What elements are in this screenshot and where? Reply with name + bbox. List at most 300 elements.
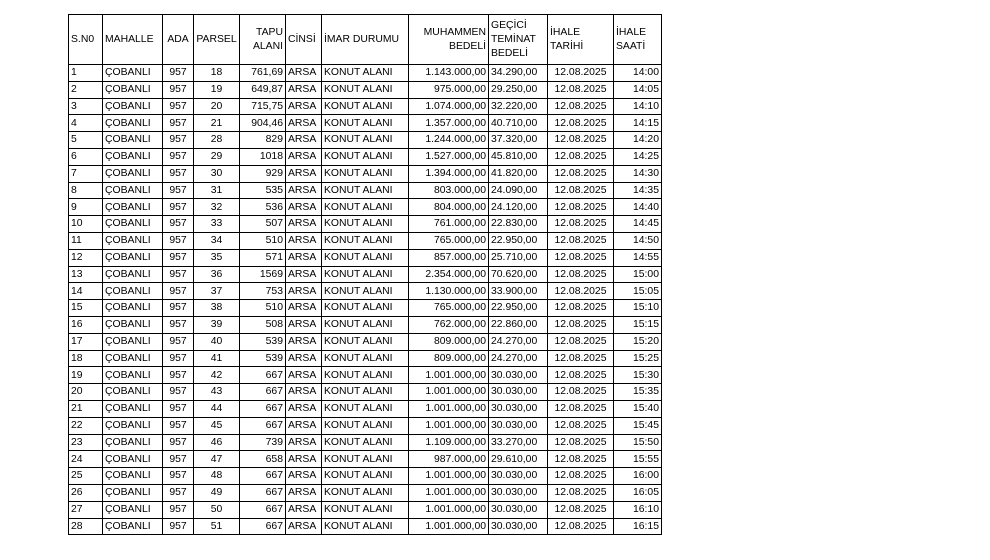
ihale-tarihi-cell: 12.08.2025: [548, 417, 614, 434]
ihale-saati-cell: 14:15: [614, 115, 662, 132]
tapu-alani-cell: 571: [240, 249, 286, 266]
ihale-saati-cell: 14:40: [614, 199, 662, 216]
mahalle-cell: ÇOBANLI: [103, 199, 163, 216]
gecici-teminat-cell: 30.030,00: [489, 501, 548, 518]
imar-durumu-cell: KONUT ALANI: [322, 384, 409, 401]
ada-cell: 957: [163, 199, 194, 216]
gecici-teminat-cell: 45.810,00: [489, 148, 548, 165]
ihale-saati-cell: 15:50: [614, 434, 662, 451]
muhammen-bedeli-cell: 761.000,00: [409, 216, 489, 233]
ihale-tarihi-cell: 12.08.2025: [548, 81, 614, 98]
cinsi-cell: ARSA: [286, 98, 322, 115]
table-row: [69, 232, 662, 249]
gecici-teminat-cell: 41.820,00: [489, 165, 548, 182]
sno-cell: 24: [69, 451, 103, 468]
header-gecici-line-2: TEMİNAT: [491, 33, 536, 45]
cinsi-cell: ARSA: [286, 232, 322, 249]
table-row: [69, 417, 662, 434]
imar-durumu-cell: KONUT ALANI: [322, 148, 409, 165]
sno-cell: 19: [69, 367, 103, 384]
imar-durumu-cell: KONUT ALANI: [322, 165, 409, 182]
ihale-saati-cell: 15:25: [614, 350, 662, 367]
parsel-cell: 36: [194, 266, 240, 283]
header-row: [69, 15, 662, 65]
gecici-teminat-cell: 24.120,00: [489, 199, 548, 216]
sno-cell: 14: [69, 283, 103, 300]
ada-cell: 957: [163, 451, 194, 468]
ihale-tarihi-cell: 12.08.2025: [548, 132, 614, 149]
imar-durumu-cell: KONUT ALANI: [322, 232, 409, 249]
mahalle-cell: ÇOBANLI: [103, 367, 163, 384]
header-tapu-line-1: TAPU: [256, 26, 283, 38]
header-muhammen-line-2: BEDELİ: [449, 40, 486, 52]
cinsi-cell: ARSA: [286, 434, 322, 451]
table-row: [69, 367, 662, 384]
parsel-cell: 47: [194, 451, 240, 468]
tapu-alani-cell: 667: [240, 367, 286, 384]
parsel-cell: 35: [194, 249, 240, 266]
ada-cell: 957: [163, 98, 194, 115]
mahalle-cell: ÇOBANLI: [103, 249, 163, 266]
table-row: [69, 468, 662, 485]
ada-cell: 957: [163, 148, 194, 165]
sno-cell: 28: [69, 518, 103, 535]
ihale-tarihi-cell: 12.08.2025: [548, 384, 614, 401]
tapu-alani-cell: 667: [240, 384, 286, 401]
tapu-alani-cell: 510: [240, 232, 286, 249]
gecici-teminat-cell: 33.900,00: [489, 283, 548, 300]
ihale-tarihi-cell: 12.08.2025: [548, 249, 614, 266]
ada-cell: 957: [163, 350, 194, 367]
parsel-cell: 29: [194, 148, 240, 165]
muhammen-bedeli-cell: 2.354.000,00: [409, 266, 489, 283]
tapu-alani-cell: 667: [240, 400, 286, 417]
imar-durumu-cell: KONUT ALANI: [322, 182, 409, 199]
mahalle-cell: ÇOBANLI: [103, 300, 163, 317]
tapu-alani-cell: 539: [240, 333, 286, 350]
parsel-cell: 33: [194, 216, 240, 233]
cinsi-cell: ARSA: [286, 484, 322, 501]
cinsi-cell: ARSA: [286, 316, 322, 333]
gecici-teminat-cell: 24.270,00: [489, 350, 548, 367]
cinsi-cell: ARSA: [286, 216, 322, 233]
cinsi-cell: ARSA: [286, 300, 322, 317]
ada-cell: 957: [163, 249, 194, 266]
header-mahalle: MAHALLE: [103, 15, 163, 65]
header-tarih-line-2: TARİHİ: [550, 40, 584, 52]
mahalle-cell: ÇOBANLI: [103, 417, 163, 434]
ihale-tarihi-cell: 12.08.2025: [548, 266, 614, 283]
cinsi-cell: ARSA: [286, 199, 322, 216]
muhammen-bedeli-cell: 1.001.000,00: [409, 518, 489, 535]
mahalle-cell: ÇOBANLI: [103, 468, 163, 485]
mahalle-cell: ÇOBANLI: [103, 216, 163, 233]
mahalle-cell: ÇOBANLI: [103, 165, 163, 182]
gecici-teminat-cell: 24.090,00: [489, 182, 548, 199]
sno-cell: 5: [69, 132, 103, 149]
tapu-alani-cell: 1018: [240, 148, 286, 165]
header-ihale-saati: [614, 15, 662, 65]
muhammen-bedeli-cell: 1.130.000,00: [409, 283, 489, 300]
mahalle-cell: ÇOBANLI: [103, 81, 163, 98]
ihale-tarihi-cell: 12.08.2025: [548, 468, 614, 485]
ada-cell: 957: [163, 484, 194, 501]
table-row: [69, 199, 662, 216]
header-parsel: PARSEL: [194, 15, 240, 65]
mahalle-cell: ÇOBANLI: [103, 148, 163, 165]
sno-cell: 15: [69, 300, 103, 317]
header-ihale-tarihi: [548, 15, 614, 65]
cinsi-cell: ARSA: [286, 384, 322, 401]
ihale-saati-cell: 14:55: [614, 249, 662, 266]
ada-cell: 957: [163, 81, 194, 98]
cinsi-cell: ARSA: [286, 249, 322, 266]
muhammen-bedeli-cell: 1.394.000,00: [409, 165, 489, 182]
imar-durumu-cell: KONUT ALANI: [322, 300, 409, 317]
ihale-saati-cell: 14:00: [614, 65, 662, 82]
imar-durumu-cell: KONUT ALANI: [322, 216, 409, 233]
muhammen-bedeli-cell: 803.000,00: [409, 182, 489, 199]
imar-durumu-cell: KONUT ALANI: [322, 266, 409, 283]
ihale-saati-cell: 16:00: [614, 468, 662, 485]
sno-cell: 4: [69, 115, 103, 132]
cinsi-cell: ARSA: [286, 182, 322, 199]
ihale-tarihi-cell: 12.08.2025: [548, 367, 614, 384]
table-row: [69, 182, 662, 199]
mahalle-cell: ÇOBANLI: [103, 132, 163, 149]
table-row: [69, 65, 662, 82]
parsel-cell: 45: [194, 417, 240, 434]
mahalle-cell: ÇOBANLI: [103, 350, 163, 367]
ada-cell: 957: [163, 266, 194, 283]
gecici-teminat-cell: 30.030,00: [489, 518, 548, 535]
ada-cell: 957: [163, 65, 194, 82]
ada-cell: 957: [163, 501, 194, 518]
tapu-alani-cell: 508: [240, 316, 286, 333]
gecici-teminat-cell: 24.270,00: [489, 333, 548, 350]
gecici-teminat-cell: 29.610,00: [489, 451, 548, 468]
tapu-alani-cell: 658: [240, 451, 286, 468]
ada-cell: 957: [163, 165, 194, 182]
ihale-saati-cell: 14:30: [614, 165, 662, 182]
header-gecici-line-1: GEÇİCİ: [491, 19, 527, 31]
imar-durumu-cell: KONUT ALANI: [322, 249, 409, 266]
cinsi-cell: ARSA: [286, 333, 322, 350]
gecici-teminat-cell: 70.620,00: [489, 266, 548, 283]
mahalle-cell: ÇOBANLI: [103, 451, 163, 468]
ihale-saati-cell: 16:10: [614, 501, 662, 518]
ihale-tarihi-cell: 12.08.2025: [548, 65, 614, 82]
ihale-saati-cell: 15:40: [614, 400, 662, 417]
gecici-teminat-cell: 30.030,00: [489, 367, 548, 384]
ihale-saati-cell: 15:30: [614, 367, 662, 384]
sno-cell: 2: [69, 81, 103, 98]
table-row: [69, 216, 662, 233]
sno-cell: 12: [69, 249, 103, 266]
tapu-alani-cell: 739: [240, 434, 286, 451]
cinsi-cell: ARSA: [286, 417, 322, 434]
parsel-cell: 46: [194, 434, 240, 451]
tapu-alani-cell: 667: [240, 468, 286, 485]
ihale-tarihi-cell: 12.08.2025: [548, 501, 614, 518]
header-imar-durumu: İMAR DURUMU: [322, 15, 409, 65]
ihale-tarihi-cell: 12.08.2025: [548, 199, 614, 216]
ihale-saati-cell: 15:20: [614, 333, 662, 350]
header-gecici-line-3: BEDELİ: [491, 47, 528, 59]
table-row: [69, 300, 662, 317]
mahalle-cell: ÇOBANLI: [103, 65, 163, 82]
imar-durumu-cell: KONUT ALANI: [322, 501, 409, 518]
table-row: [69, 434, 662, 451]
parsel-cell: 30: [194, 165, 240, 182]
imar-durumu-cell: KONUT ALANI: [322, 199, 409, 216]
sno-cell: 16: [69, 316, 103, 333]
imar-durumu-cell: KONUT ALANI: [322, 518, 409, 535]
ihale-saati-cell: 14:25: [614, 148, 662, 165]
parsel-cell: 51: [194, 518, 240, 535]
parsel-cell: 20: [194, 98, 240, 115]
cinsi-cell: ARSA: [286, 518, 322, 535]
cinsi-cell: ARSA: [286, 400, 322, 417]
cinsi-cell: ARSA: [286, 65, 322, 82]
parsel-cell: 40: [194, 333, 240, 350]
tapu-alani-cell: 829: [240, 132, 286, 149]
header-ada: ADA: [163, 15, 194, 65]
cinsi-cell: ARSA: [286, 81, 322, 98]
parsel-cell: 19: [194, 81, 240, 98]
ada-cell: 957: [163, 232, 194, 249]
ihale-tarihi-cell: 12.08.2025: [548, 316, 614, 333]
ihale-saati-cell: 15:55: [614, 451, 662, 468]
muhammen-bedeli-cell: 1.001.000,00: [409, 384, 489, 401]
mahalle-cell: ÇOBANLI: [103, 518, 163, 535]
gecici-teminat-cell: 33.270,00: [489, 434, 548, 451]
gecici-teminat-cell: 29.250,00: [489, 81, 548, 98]
sno-cell: 17: [69, 333, 103, 350]
imar-durumu-cell: KONUT ALANI: [322, 350, 409, 367]
parsel-cell: 21: [194, 115, 240, 132]
ihale-saati-cell: 14:50: [614, 232, 662, 249]
ihale-tarihi-cell: 12.08.2025: [548, 182, 614, 199]
mahalle-cell: ÇOBANLI: [103, 98, 163, 115]
muhammen-bedeli-cell: 1.357.000,00: [409, 115, 489, 132]
ada-cell: 957: [163, 132, 194, 149]
gecici-teminat-cell: 22.830,00: [489, 216, 548, 233]
ihale-tarihi-cell: 12.08.2025: [548, 400, 614, 417]
ada-cell: 957: [163, 367, 194, 384]
tapu-alani-cell: 1569: [240, 266, 286, 283]
sno-cell: 18: [69, 350, 103, 367]
sno-cell: 3: [69, 98, 103, 115]
gecici-teminat-cell: 34.290,00: [489, 65, 548, 82]
cinsi-cell: ARSA: [286, 350, 322, 367]
muhammen-bedeli-cell: 809.000,00: [409, 333, 489, 350]
sno-cell: 27: [69, 501, 103, 518]
ada-cell: 957: [163, 115, 194, 132]
sno-cell: 21: [69, 400, 103, 417]
muhammen-bedeli-cell: 1.001.000,00: [409, 400, 489, 417]
table-row: [69, 148, 662, 165]
table-row: [69, 81, 662, 98]
imar-durumu-cell: KONUT ALANI: [322, 81, 409, 98]
imar-durumu-cell: KONUT ALANI: [322, 132, 409, 149]
ihale-tarihi-cell: 12.08.2025: [548, 350, 614, 367]
ada-cell: 957: [163, 468, 194, 485]
tapu-alani-cell: 761,69: [240, 65, 286, 82]
imar-durumu-cell: KONUT ALANI: [322, 468, 409, 485]
table-row: [69, 333, 662, 350]
imar-durumu-cell: KONUT ALANI: [322, 434, 409, 451]
parsel-cell: 44: [194, 400, 240, 417]
cinsi-cell: ARSA: [286, 266, 322, 283]
header-gecici-teminat-bedeli: [489, 15, 548, 65]
ihale-tarihi-cell: 12.08.2025: [548, 165, 614, 182]
sno-cell: 11: [69, 232, 103, 249]
gecici-teminat-cell: 22.860,00: [489, 316, 548, 333]
tapu-alani-cell: 667: [240, 484, 286, 501]
muhammen-bedeli-cell: 1.001.000,00: [409, 417, 489, 434]
table-row: [69, 451, 662, 468]
cinsi-cell: ARSA: [286, 451, 322, 468]
muhammen-bedeli-cell: 1.527.000,00: [409, 148, 489, 165]
muhammen-bedeli-cell: 1.001.000,00: [409, 468, 489, 485]
ihale-tarihi-cell: 12.08.2025: [548, 518, 614, 535]
ada-cell: 957: [163, 434, 194, 451]
tapu-alani-cell: 667: [240, 518, 286, 535]
mahalle-cell: ÇOBANLI: [103, 115, 163, 132]
imar-durumu-cell: KONUT ALANI: [322, 484, 409, 501]
sno-cell: 1: [69, 65, 103, 82]
ada-cell: 957: [163, 333, 194, 350]
ada-cell: 957: [163, 417, 194, 434]
muhammen-bedeli-cell: 975.000,00: [409, 81, 489, 98]
ada-cell: 957: [163, 316, 194, 333]
table-row: [69, 98, 662, 115]
table-row: [69, 384, 662, 401]
imar-durumu-cell: KONUT ALANI: [322, 333, 409, 350]
table-body: [69, 65, 662, 535]
cinsi-cell: ARSA: [286, 367, 322, 384]
sno-cell: 22: [69, 417, 103, 434]
ihale-tarihi-cell: 12.08.2025: [548, 148, 614, 165]
ihale-saati-cell: 14:10: [614, 98, 662, 115]
tapu-alani-cell: 667: [240, 501, 286, 518]
ihale-saati-cell: 15:10: [614, 300, 662, 317]
parsel-cell: 28: [194, 132, 240, 149]
table-row: [69, 400, 662, 417]
ihale-tarihi-cell: 12.08.2025: [548, 484, 614, 501]
parsel-cell: 43: [194, 384, 240, 401]
tapu-alani-cell: 667: [240, 417, 286, 434]
header-saat-line-2: SAATİ: [616, 40, 646, 52]
table-row: [69, 350, 662, 367]
cinsi-cell: ARSA: [286, 283, 322, 300]
imar-durumu-cell: KONUT ALANI: [322, 400, 409, 417]
header-tapu-line-2: ALANI: [252, 40, 283, 52]
sno-cell: 20: [69, 384, 103, 401]
parsel-cell: 32: [194, 199, 240, 216]
mahalle-cell: ÇOBANLI: [103, 283, 163, 300]
mahalle-cell: ÇOBANLI: [103, 434, 163, 451]
ihale-saati-cell: 16:05: [614, 484, 662, 501]
ada-cell: 957: [163, 518, 194, 535]
gecici-teminat-cell: 30.030,00: [489, 400, 548, 417]
ihale-saati-cell: 15:05: [614, 283, 662, 300]
imar-durumu-cell: KONUT ALANI: [322, 115, 409, 132]
ihale-saati-cell: 15:35: [614, 384, 662, 401]
muhammen-bedeli-cell: 809.000,00: [409, 350, 489, 367]
sno-cell: 13: [69, 266, 103, 283]
sno-cell: 8: [69, 182, 103, 199]
muhammen-bedeli-cell: 1.244.000,00: [409, 132, 489, 149]
muhammen-bedeli-cell: 1.001.000,00: [409, 501, 489, 518]
muhammen-bedeli-cell: 857.000,00: [409, 249, 489, 266]
parsel-cell: 41: [194, 350, 240, 367]
tapu-alani-cell: 904,46: [240, 115, 286, 132]
mahalle-cell: ÇOBANLI: [103, 266, 163, 283]
cinsi-cell: ARSA: [286, 148, 322, 165]
header-tapu-alani: [240, 15, 286, 65]
gecici-teminat-cell: 32.220,00: [489, 98, 548, 115]
muhammen-bedeli-cell: 1.001.000,00: [409, 367, 489, 384]
parsel-cell: 34: [194, 232, 240, 249]
parsel-cell: 50: [194, 501, 240, 518]
header-muhammen-bedeli: [409, 15, 489, 65]
ihale-saati-cell: 15:45: [614, 417, 662, 434]
muhammen-bedeli-cell: 1.001.000,00: [409, 484, 489, 501]
tapu-alani-cell: 649,87: [240, 81, 286, 98]
ihale-tarihi-cell: 12.08.2025: [548, 300, 614, 317]
table-row: [69, 484, 662, 501]
ihale-tarihi-cell: 12.08.2025: [548, 434, 614, 451]
mahalle-cell: ÇOBANLI: [103, 501, 163, 518]
tapu-alani-cell: 539: [240, 350, 286, 367]
cinsi-cell: ARSA: [286, 468, 322, 485]
mahalle-cell: ÇOBANLI: [103, 384, 163, 401]
ihale-saati-cell: 14:20: [614, 132, 662, 149]
parsel-cell: 37: [194, 283, 240, 300]
imar-durumu-cell: KONUT ALANI: [322, 283, 409, 300]
mahalle-cell: ÇOBANLI: [103, 232, 163, 249]
tapu-alani-cell: 929: [240, 165, 286, 182]
ihale-tarihi-cell: 12.08.2025: [548, 216, 614, 233]
sno-cell: 25: [69, 468, 103, 485]
gecici-teminat-cell: 22.950,00: [489, 300, 548, 317]
ihale-table: [68, 14, 662, 535]
ada-cell: 957: [163, 300, 194, 317]
gecici-teminat-cell: 30.030,00: [489, 484, 548, 501]
ihale-tarihi-cell: 12.08.2025: [548, 333, 614, 350]
tapu-alani-cell: 536: [240, 199, 286, 216]
ihale-tarihi-cell: 12.08.2025: [548, 115, 614, 132]
table-row: [69, 266, 662, 283]
muhammen-bedeli-cell: 762.000,00: [409, 316, 489, 333]
table-row: [69, 501, 662, 518]
imar-durumu-cell: KONUT ALANI: [322, 451, 409, 468]
ada-cell: 957: [163, 182, 194, 199]
parsel-cell: 38: [194, 300, 240, 317]
table-row: [69, 115, 662, 132]
mahalle-cell: ÇOBANLI: [103, 333, 163, 350]
sno-cell: 7: [69, 165, 103, 182]
ihale-tarihi-cell: 12.08.2025: [548, 98, 614, 115]
parsel-cell: 39: [194, 316, 240, 333]
cinsi-cell: ARSA: [286, 115, 322, 132]
ada-cell: 957: [163, 384, 194, 401]
mahalle-cell: ÇOBANLI: [103, 400, 163, 417]
header-sno: S.N0: [69, 15, 103, 65]
cinsi-cell: ARSA: [286, 132, 322, 149]
